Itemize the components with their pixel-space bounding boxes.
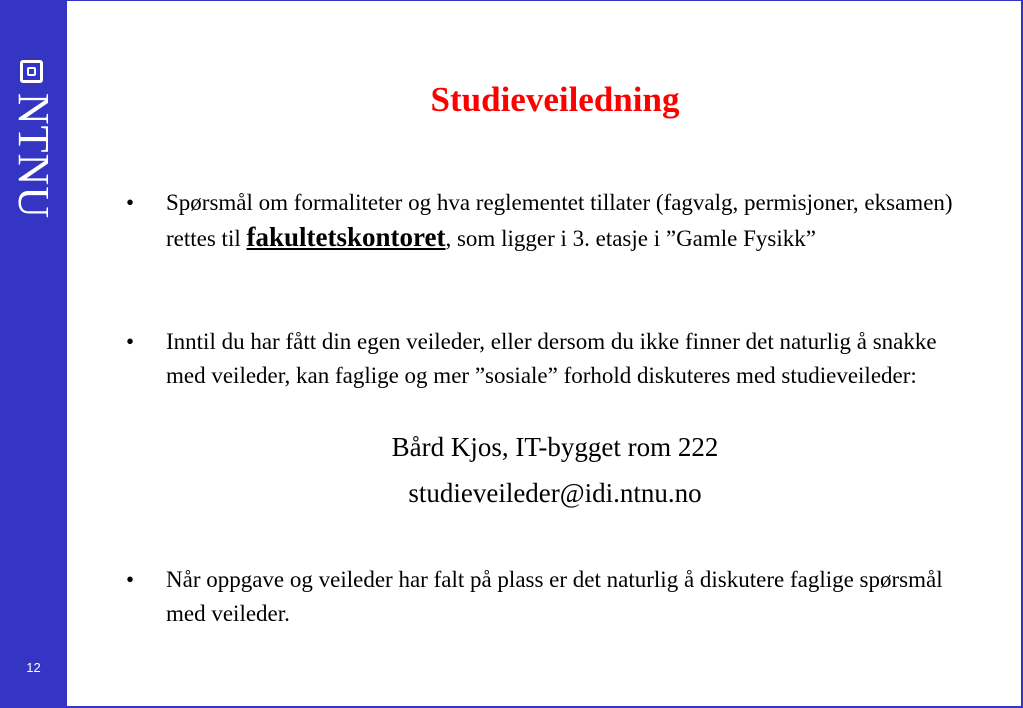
advisor-email: studieveileder@idi.ntnu.no: [408, 478, 702, 508]
bullet-item-student-advisor: [126, 325, 956, 393]
bullet-text: Spørsmål om formaliteter og hva reglementet tillater (fagvalg, permisjoner, eksamen) rettes til fakultetskontoret, som ligger i 3. etasje i ”Gamle Fysikk”: [166, 190, 953, 252]
bullet-text: Inntil du har fått din egen veileder, eller dersom du ikke finner det naturlig å snakke med veileder, kan faglige og mer ”sosiale” forhold diskuteres med studieveileder:: [166, 329, 937, 388]
bullet-dot: •: [126, 190, 135, 215]
bullet-dot: •: [126, 329, 135, 354]
bullet-dot: •: [126, 567, 135, 592]
slide-title: Studieveiledning: [430, 80, 680, 119]
bullet-item-supervisor: [126, 563, 956, 631]
bullet-item-formalities: [126, 186, 956, 256]
advisor-name-room: Bård Kjos, IT-bygget rom 222: [391, 432, 719, 462]
faculty-office-emphasis: fakultetskontoret: [246, 222, 446, 252]
ntnu-logo-icon: [20, 60, 43, 83]
ntnu-sidebar: NTNU 12: [0, 0, 67, 708]
top-border: [67, 0, 1023, 1]
bullet-text: Når oppgave og veileder har falt på plass er det naturlig å diskutere faglige spørsmål med veileder.: [166, 567, 943, 626]
page-number: 12: [26, 660, 41, 675]
